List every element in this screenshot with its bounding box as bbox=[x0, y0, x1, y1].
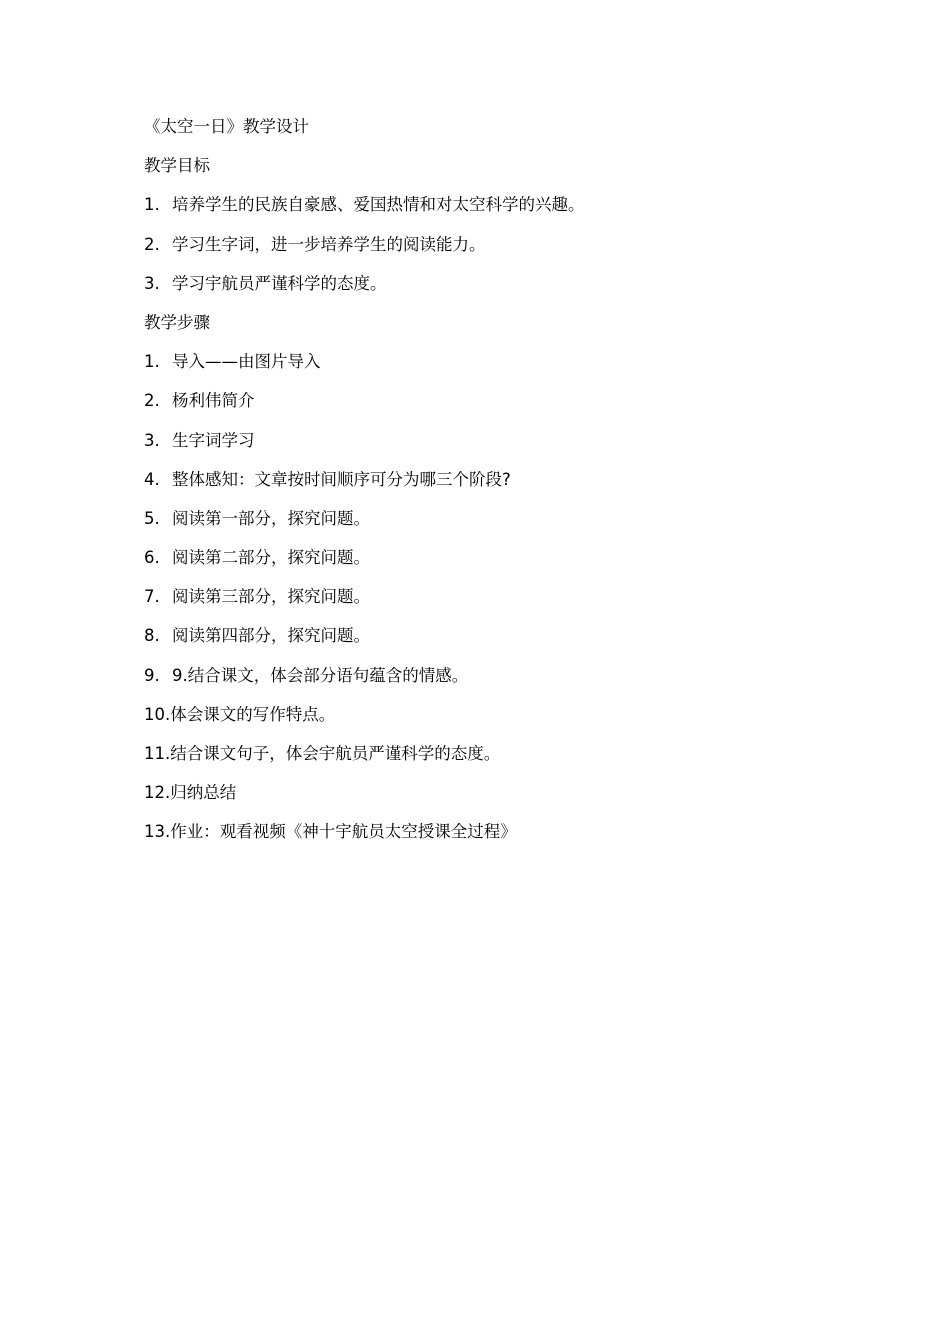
goal-text: 培养学生的民族自豪感、爱国热情和对太空科学的兴趣。 bbox=[172, 195, 585, 215]
step-text: 作业：观看视频《神十宇航员太空授课全过程》 bbox=[170, 822, 517, 842]
goal-text: 学习宇航员严谨科学的态度。 bbox=[172, 273, 387, 293]
goal-number: 1. bbox=[144, 195, 160, 215]
document-title: 《太空一日》教学设计 bbox=[144, 117, 309, 136]
step-number: 4. bbox=[144, 469, 160, 489]
step-number: 6. bbox=[144, 548, 160, 568]
step-number: 13. bbox=[144, 822, 171, 842]
step-text: 阅读第四部分，探究问题。 bbox=[172, 626, 370, 646]
step-number: 1. bbox=[144, 352, 160, 372]
step-number: 2. bbox=[144, 391, 160, 411]
step-text: 归纳总结 bbox=[170, 783, 237, 803]
step-number: 8. bbox=[144, 626, 160, 646]
step-item bbox=[144, 663, 844, 702]
step-text: 杨利伟简介 bbox=[172, 391, 255, 411]
goal-item bbox=[144, 271, 844, 310]
step-item bbox=[144, 702, 844, 741]
step-item bbox=[144, 349, 844, 388]
step-item bbox=[144, 584, 844, 623]
goal-item bbox=[144, 232, 844, 271]
step-number: 3. bbox=[144, 430, 160, 450]
step-number: 10. bbox=[144, 704, 171, 724]
step-item bbox=[144, 506, 844, 545]
step-text: 结合课文句子，体会宇航员严谨科学的态度。 bbox=[170, 744, 501, 763]
goal-number: 2. bbox=[144, 234, 160, 254]
step-item bbox=[144, 428, 844, 467]
step-item bbox=[144, 780, 844, 819]
steps-heading: 教学步骤 bbox=[144, 312, 210, 332]
step-number: 11. bbox=[144, 744, 171, 763]
step-text: 导入——由图片导入 bbox=[172, 352, 321, 372]
step-item bbox=[144, 545, 844, 584]
step-text: 整体感知：文章按时间顺序可分为哪三个阶段? bbox=[172, 469, 511, 489]
step-text: 阅读第三部分，探究问题。 bbox=[172, 587, 370, 607]
step-item bbox=[144, 819, 844, 858]
step-item bbox=[144, 388, 844, 427]
step-number: 7. bbox=[144, 587, 160, 607]
goal-number: 3. bbox=[144, 273, 160, 293]
goals-heading: 教学目标 bbox=[144, 156, 210, 176]
step-text: 生字词学习 bbox=[172, 430, 255, 450]
step-item bbox=[144, 741, 844, 780]
step-number: 9. bbox=[144, 665, 160, 685]
step-item bbox=[144, 467, 844, 506]
step-text: 体会课文的写作特点。 bbox=[170, 704, 336, 724]
goal-item bbox=[144, 192, 844, 231]
step-number: 5. bbox=[144, 508, 160, 528]
goal-text: 学习生字词，进一步培养学生的阅读能力。 bbox=[172, 234, 486, 254]
step-text: 阅读第二部分，探究问题。 bbox=[172, 548, 370, 568]
document-body bbox=[144, 114, 844, 859]
step-text: 阅读第一部分，探究问题。 bbox=[172, 508, 370, 528]
step-item bbox=[144, 623, 844, 662]
step-text: 9.结合课文，体会部分语句蕴含的情感。 bbox=[172, 665, 469, 685]
step-number: 12. bbox=[144, 783, 171, 803]
